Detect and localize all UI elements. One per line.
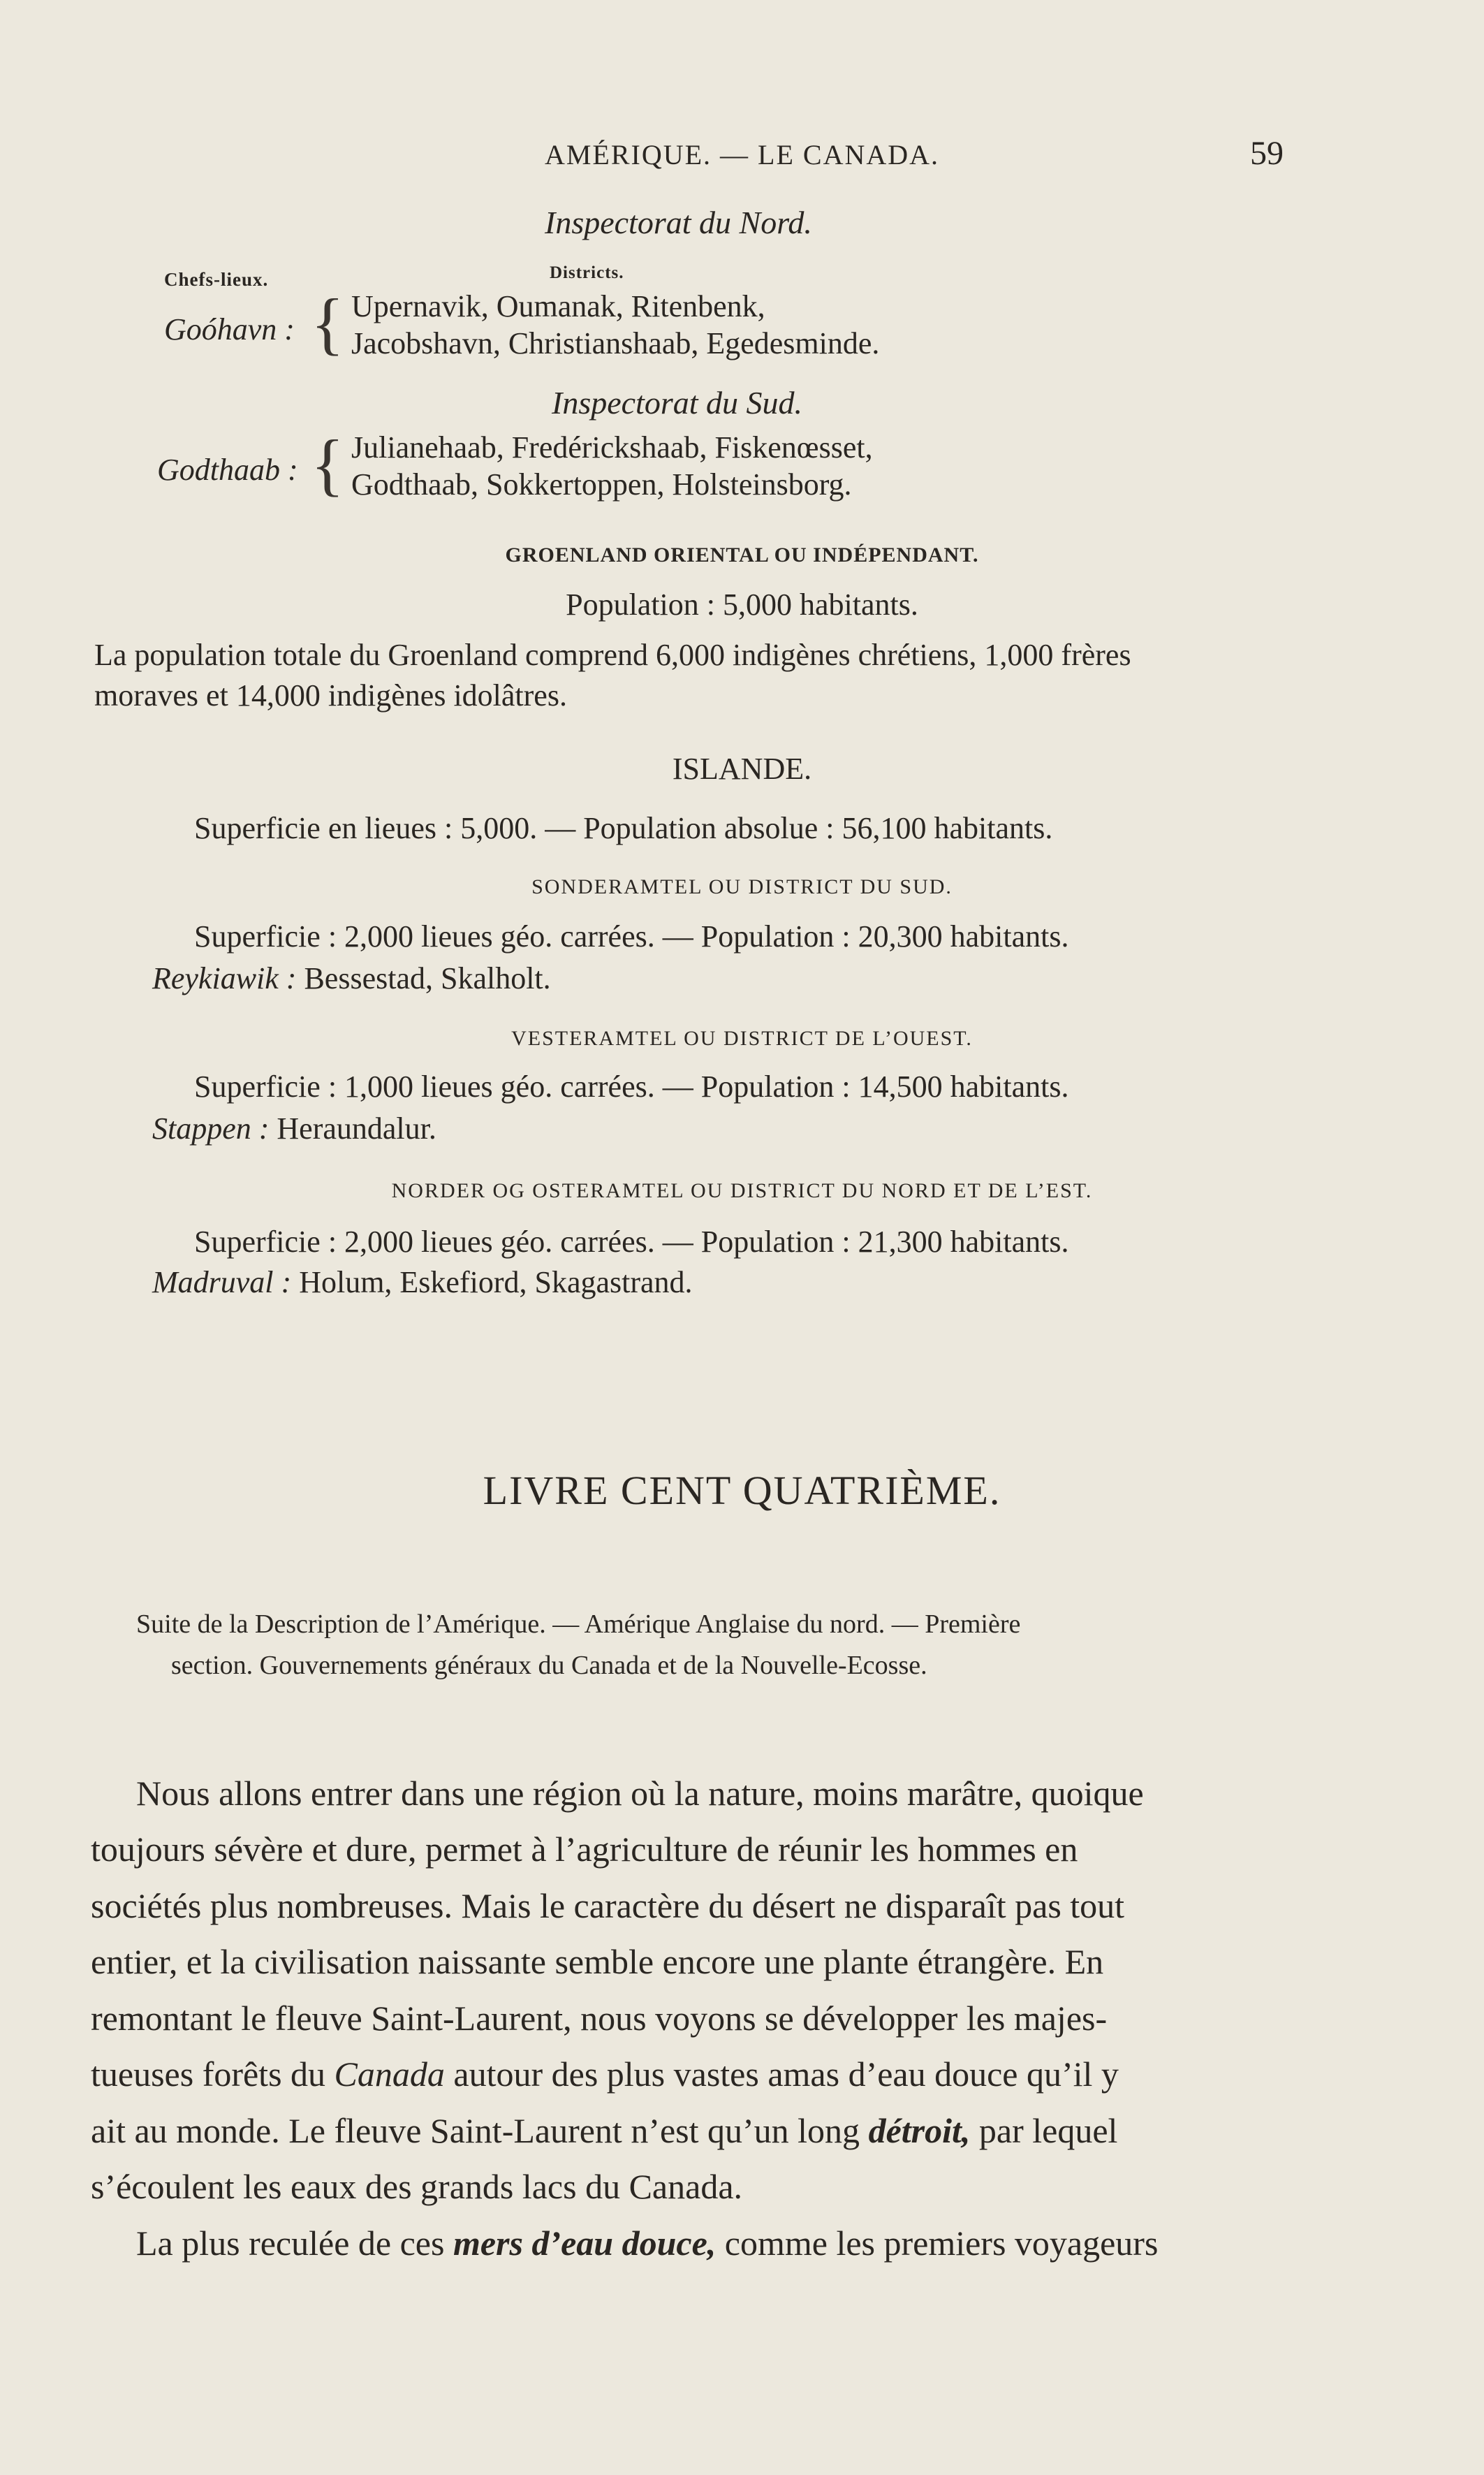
book-summary-line1: Suite de la Description de l’Amérique. — Amérique Anglaise du nord. — Première bbox=[136, 1609, 1021, 1639]
iceland-district-south-places: Bessestad, Skalholt. bbox=[304, 961, 551, 995]
greenland-total-line1: La population totale du Groenland comprend 6,000 indigènes chrétiens, 1,000 frères bbox=[94, 638, 1131, 672]
nord-brace: { bbox=[311, 284, 344, 362]
body-line: Nous allons entrer dans une région où la nature, moins marâtre, quoique bbox=[136, 1774, 1144, 1813]
iceland-district-north-east-capital: Madruval : bbox=[152, 1265, 292, 1299]
inspectorat-sud-title: Inspectorat du Sud. bbox=[552, 385, 803, 421]
greenland-total-line2: moraves et 14,000 indigènes idolâtres. bbox=[94, 678, 567, 713]
body-line-part: autour des plus vastes amas d’eau douce qu’il y bbox=[444, 2054, 1119, 2094]
nord-capital: Goóhavn : bbox=[164, 312, 295, 346]
page-number: 59 bbox=[1250, 135, 1284, 172]
body-line: sociétés plus nombreuses. Mais le caractère du désert ne disparaît pas tout bbox=[91, 1886, 1125, 1925]
sud-districts-line1: Julianehaab, Fredérickshaab, Fiskenœsset, bbox=[351, 430, 873, 465]
sud-districts-line2: Godthaab, Sokkertoppen, Holsteinsborg. bbox=[351, 467, 852, 502]
iceland-title: ISLANDE. bbox=[672, 752, 812, 786]
iceland-district-west-places: Heraundalur. bbox=[277, 1111, 436, 1146]
greenland-east-title: GROENLAND ORIENTAL OU INDÉPENDANT. bbox=[505, 543, 979, 567]
body-line: s’écoulent les eaux des grands lacs du Canada. bbox=[91, 2167, 743, 2206]
body-line-part: La plus reculée de ces bbox=[136, 2224, 453, 2263]
sud-brace: { bbox=[311, 425, 344, 503]
book-summary-line2: section. Gouvernements généraux du Canada et de la Nouvelle-Ecosse. bbox=[171, 1651, 927, 1680]
nord-districts-line1: Upernavik, Oumanak, Ritenbenk, bbox=[351, 289, 765, 323]
body-line-part: par lequel bbox=[970, 2111, 1118, 2150]
inspectorat-nord-title: Inspectorat du Nord. bbox=[545, 205, 812, 240]
iceland-district-north-east-stats: Superficie : 2,000 lieues géo. carrées. — Population : 21,300 habitants. bbox=[194, 1225, 1069, 1259]
iceland-district-south-stats: Superficie : 2,000 lieues géo. carrées. — Population : 20,300 habitants. bbox=[194, 919, 1069, 954]
column-districts: Districts. bbox=[550, 263, 624, 282]
nord-districts-line2: Jacobshavn, Christianshaab, Egedesminde. bbox=[351, 326, 880, 360]
book-title: LIVRE CENT QUATRIÈME. bbox=[483, 1468, 1001, 1513]
iceland-district-south-capital: Reykiawik : bbox=[152, 961, 297, 995]
iceland-district-north-east-title: NORDER OG OSTERAMTEL OU DISTRICT DU NORD ET DE L’EST. bbox=[391, 1179, 1093, 1202]
body-line-part: comme les premiers voyageurs bbox=[716, 2224, 1159, 2263]
column-chefs-lieux: Chefs-lieux. bbox=[164, 269, 269, 290]
body-line-part: tueuses forêts du bbox=[91, 2054, 335, 2094]
body-line-part: ait au monde. Le fleuve Saint-Laurent n’est qu’un long bbox=[91, 2111, 869, 2150]
iceland-district-west-stats: Superficie : 1,000 lieues géo. carrées. — Population : 14,500 habitants. bbox=[194, 1069, 1069, 1104]
iceland-district-north-east-places: Holum, Eskefiord, Skagastrand. bbox=[299, 1265, 693, 1299]
emphasis-mers-eau-douce: mers d’eau douce, bbox=[453, 2224, 717, 2263]
sud-capital: Godthaab : bbox=[157, 453, 298, 487]
emphasis-canada: Canada bbox=[334, 2054, 445, 2094]
iceland-district-west-capital: Stappen : bbox=[152, 1111, 270, 1146]
iceland-district-west-title: VESTERAMTEL OU DISTRICT DE L’OUEST. bbox=[511, 1027, 973, 1050]
body-line: remontant le fleuve Saint-Laurent, nous voyons se développer les majes- bbox=[91, 1999, 1108, 2038]
body-line: entier, et la civilisation naissante semble encore une plante étrangère. En bbox=[91, 1942, 1104, 1981]
running-head: AMÉRIQUE. — LE CANADA. bbox=[544, 139, 940, 170]
greenland-east-population: Population : 5,000 habitants. bbox=[566, 587, 918, 622]
emphasis-detroit: détroit, bbox=[868, 2111, 971, 2150]
iceland-district-south-title: SONDERAMTEL OU DISTRICT DU SUD. bbox=[531, 875, 953, 898]
body-line: toujours sévère et dure, permet à l’agriculture de réunir les hommes en bbox=[91, 1830, 1078, 1869]
iceland-summary: Superficie en lieues : 5,000. — Population absolue : 56,100 habitants. bbox=[194, 811, 1053, 845]
